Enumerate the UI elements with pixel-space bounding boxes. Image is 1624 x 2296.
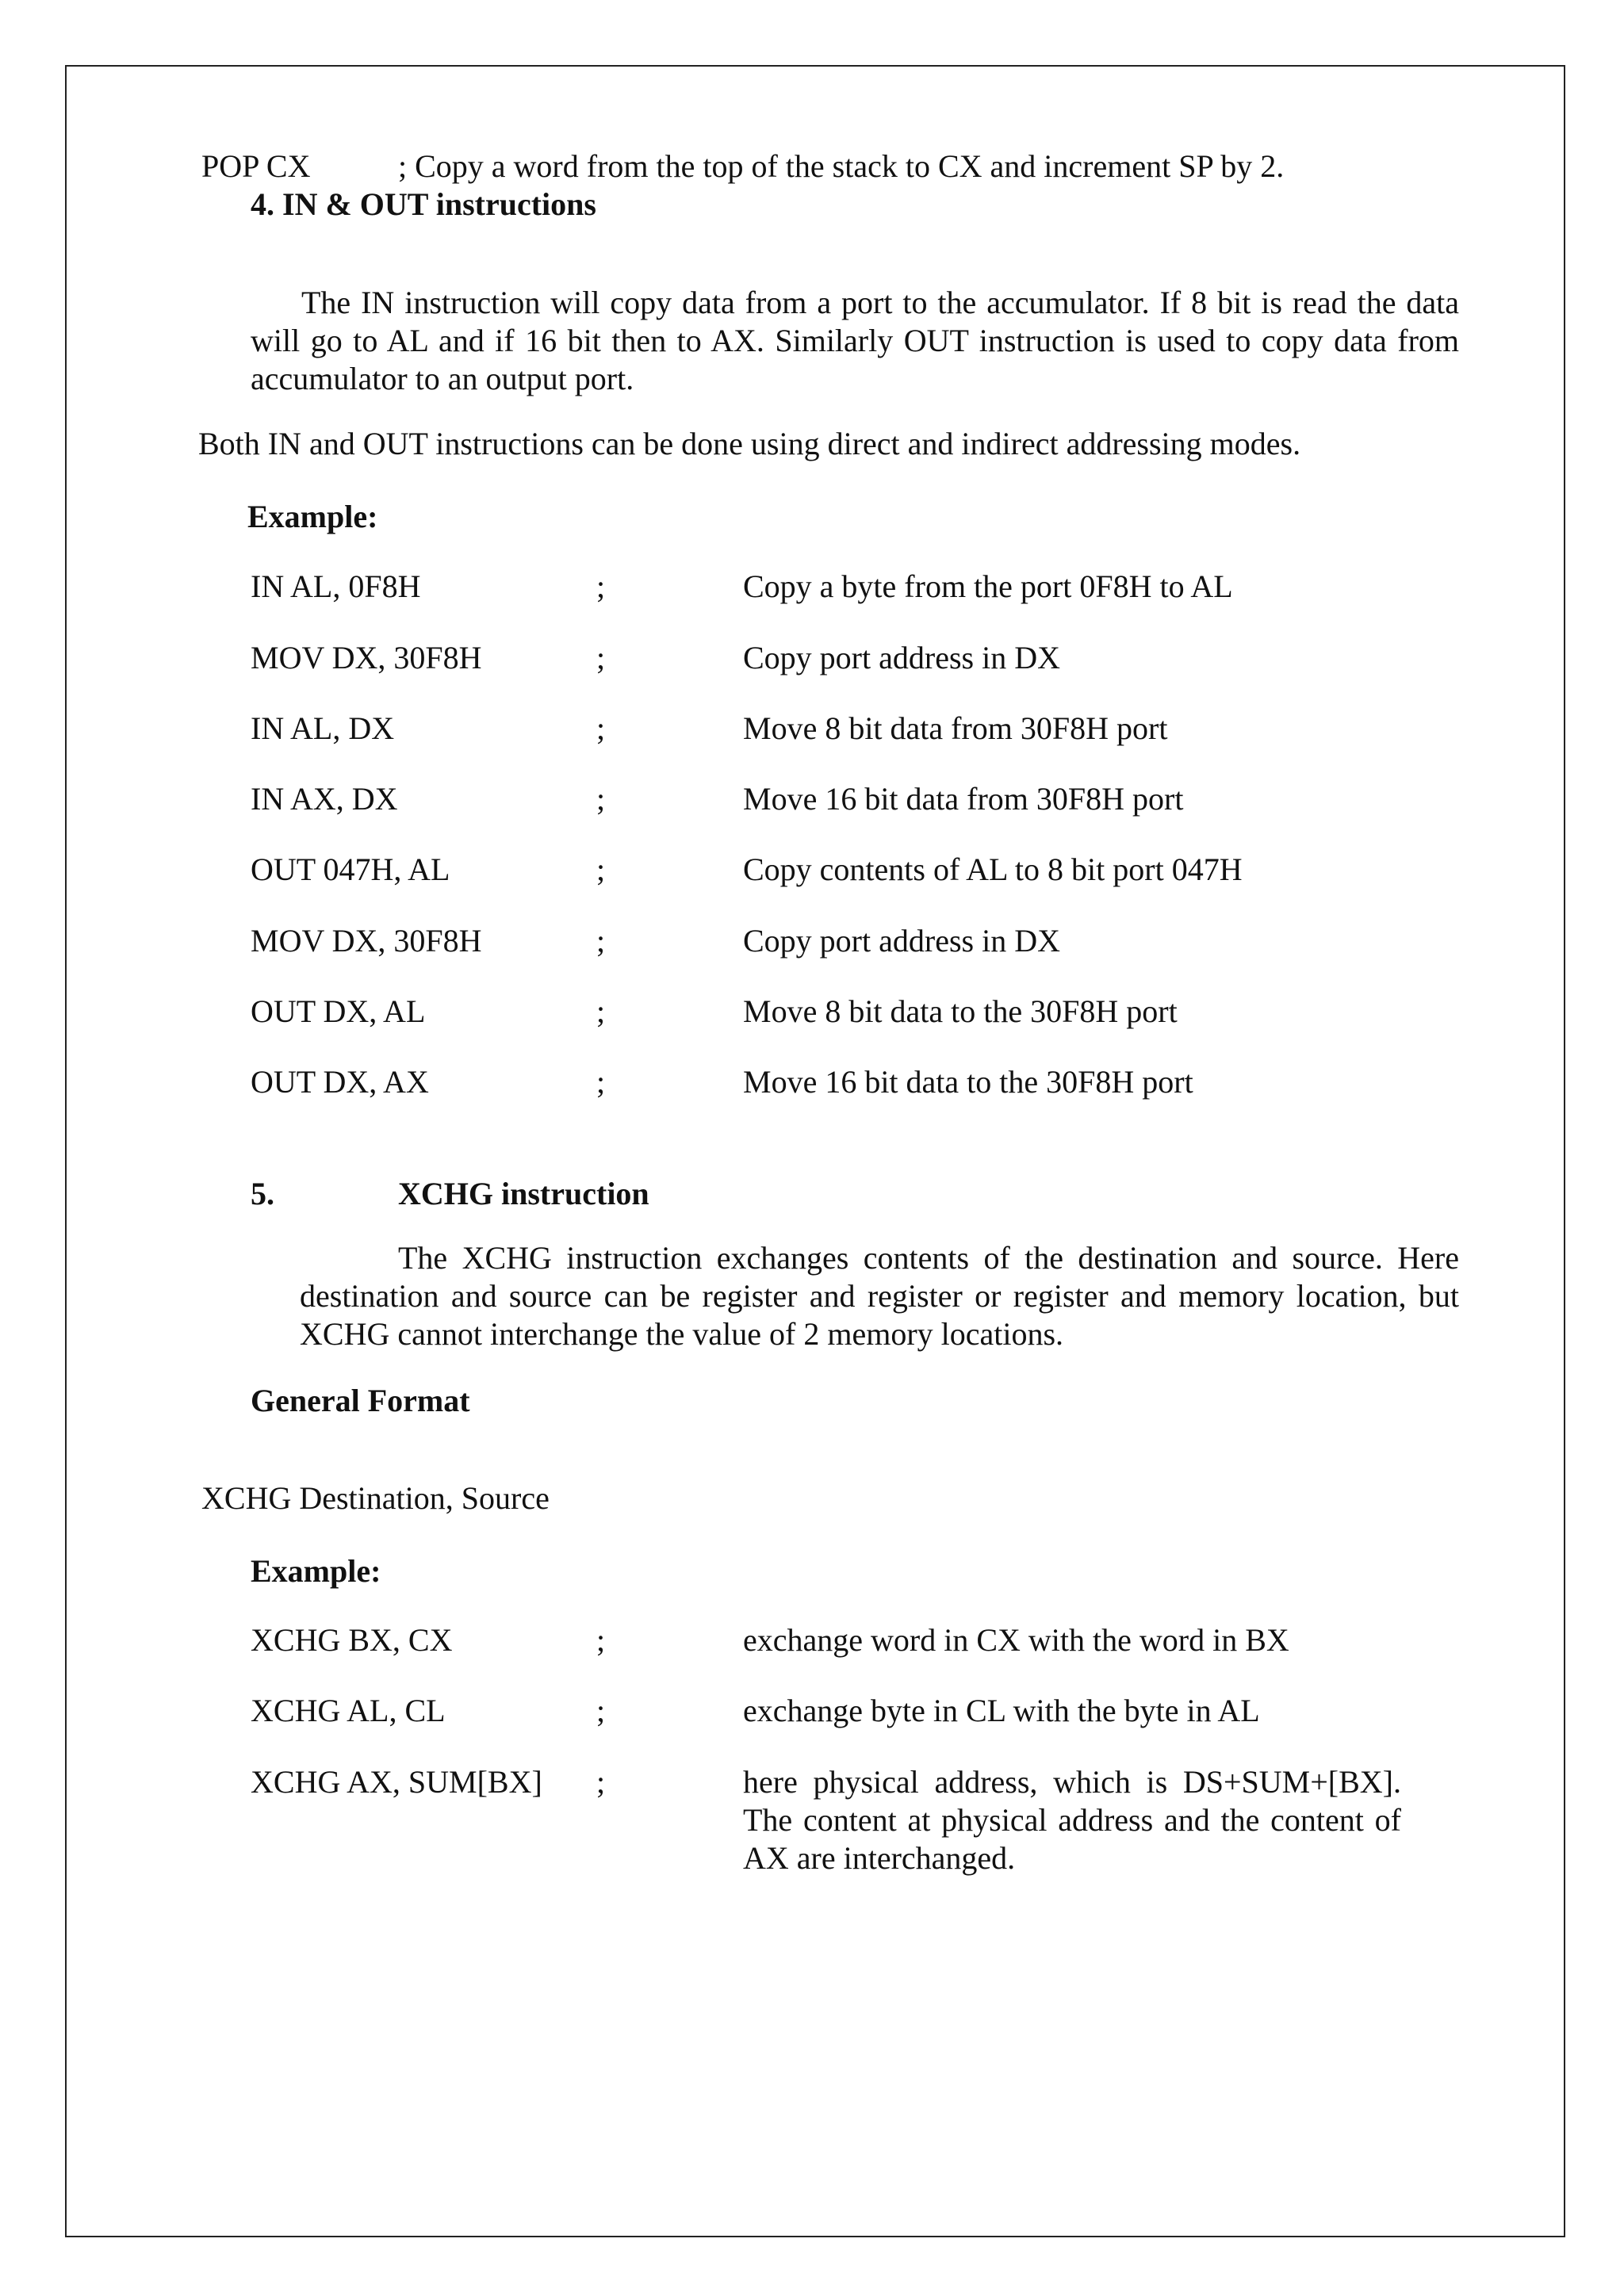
section4-heading: 4. IN & OUT instructions: [251, 186, 596, 222]
example-instruction: OUT DX, AX: [251, 1064, 429, 1100]
example-description: Copy port address in DX: [743, 640, 1060, 675]
example-instruction: IN AX, DX: [251, 781, 398, 817]
example-instruction: IN AL, 0F8H: [251, 568, 421, 604]
example-separator: ;: [596, 568, 606, 604]
pop-instruction: POP CX: [201, 148, 311, 184]
example-description: here physical address, which is DS+SUM+[BX]. The content at physical address and the content of AX are interchanged.: [743, 1764, 1401, 1876]
section5-example-label: Example:: [251, 1553, 381, 1589]
example-instruction: OUT 047H, AL: [251, 851, 450, 887]
example-description: Copy a byte from the port 0F8H to AL: [743, 568, 1233, 604]
example-description: exchange byte in CL with the byte in AL: [743, 1693, 1260, 1728]
example-description: Copy port address in DX: [743, 923, 1060, 959]
general-format-syntax: XCHG Destination, Source: [201, 1480, 550, 1516]
section5-number: 5.: [251, 1176, 274, 1211]
example-description: Move 8 bit data to the 30F8H port: [743, 993, 1178, 1029]
example-separator: ;: [596, 1064, 606, 1100]
example-description: Copy contents of AL to 8 bit port 047H: [743, 851, 1243, 887]
section4-note: Both IN and OUT instructions can be done using direct and indirect addressing modes.: [198, 426, 1301, 461]
example-description: Move 8 bit data from 30F8H port: [743, 710, 1168, 746]
example-description: exchange word in CX with the word in BX: [743, 1622, 1289, 1658]
example-instruction: MOV DX, 30F8H: [251, 923, 482, 959]
example-description: Move 16 bit data from 30F8H port: [743, 781, 1184, 817]
example-instruction: XCHG AL, CL: [251, 1693, 446, 1728]
example-separator: ;: [596, 1693, 606, 1728]
pop-comment: ; Copy a word from the top of the stack to CX and increment SP by 2.: [398, 148, 1285, 184]
example-separator: ;: [596, 781, 606, 817]
section4-paragraph: The IN instruction will copy data from a port to the accumulator. If 8 bit is read the data will go to AL and if 16 bit then to AX. Similarly OUT instruction is used to copy data from accumulator to an output port.: [251, 285, 1459, 396]
example-separator: ;: [596, 1622, 606, 1658]
example-separator: ;: [596, 640, 606, 675]
example-separator: ;: [596, 923, 606, 959]
example-separator: ;: [596, 993, 606, 1029]
example-separator: ;: [596, 710, 606, 746]
example-instruction: OUT DX, AL: [251, 993, 426, 1029]
section5-title: XCHG instruction: [398, 1176, 649, 1211]
example-instruction: IN AL, DX: [251, 710, 395, 746]
section5-paragraph: The XCHG instruction exchanges contents of the destination and source. Here destination and source can be register and register or register and memory location, but XCHG cannot interchange the value of 2 memory locations.: [300, 1240, 1459, 1352]
example-instruction: XCHG AX, SUM[BX]: [251, 1764, 542, 1800]
example-description: Move 16 bit data to the 30F8H port: [743, 1064, 1193, 1100]
section4-example-label: Example:: [247, 499, 378, 534]
example-instruction: MOV DX, 30F8H: [251, 640, 482, 675]
example-instruction: XCHG BX, CX: [251, 1622, 453, 1658]
example-separator: ;: [596, 851, 606, 887]
example-separator: ;: [596, 1764, 606, 1800]
general-format-label: General Format: [251, 1383, 470, 1418]
